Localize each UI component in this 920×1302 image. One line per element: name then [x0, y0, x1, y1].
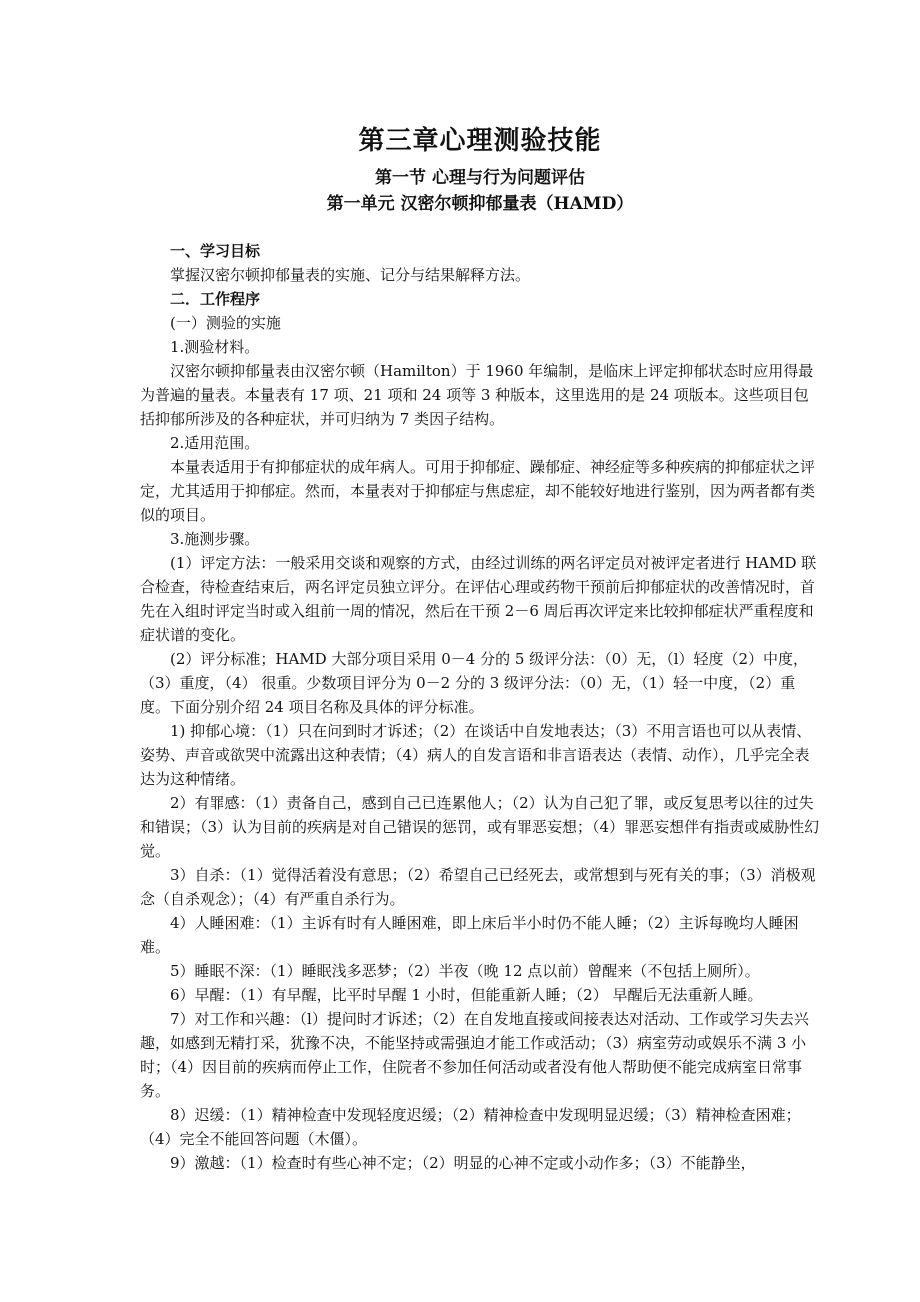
- paragraph: 2.适用范围。: [170, 434, 260, 452]
- paragraph: (一）测验的实施: [170, 314, 281, 332]
- section-title: 第一节 心理与行为问题评估: [375, 168, 585, 188]
- paragraph: 9）激越：（1）检查时有些心神不定；（2）明显的心神不定或小动作多；（3）不能静坐，: [170, 1154, 756, 1172]
- section-heading: 二．工作程序: [170, 290, 261, 308]
- paragraph: 掌握汉密尔顿抑郁量表的实施、记分与结果解释方法。: [170, 266, 531, 284]
- unit-title: 第一单元 汉密尔顿抑郁量表（HAMD）: [326, 194, 634, 214]
- paragraph: 6）早醒：（1）有早醒，比平时早醒 1 小时，但能重新人睡；（2） 早醒后无法重新人睡。: [170, 986, 763, 1004]
- paragraph: 4）人睡困难：（1）主诉有时有人睡困难，即上床后半小时仍不能人睡；（2）主诉每晚均人睡困难。: [140, 914, 799, 956]
- paragraph: 本量表适用于有抑郁症状的成年病人。可用于抑郁症、躁郁症、神经症等多种疾病的抑郁症状之评定，尤其适用于抑郁症。然而，本量表对于抑郁症与焦虑症，却不能较好地进行鉴别，因为两者都有类似的项目。: [140, 458, 816, 524]
- paragraph: 1.测验材料。: [170, 338, 260, 356]
- chapter-title: 第三章心理测验技能: [358, 126, 602, 156]
- section-heading: 一、学习目标: [170, 242, 261, 260]
- paragraph: 汉密尔顿抑郁量表由汉密尔顿（Hamilton）于 1960 年编制，是临床上评定抑郁状态时应用得最为普遍的量表。本量表有 17 项、21 项和 24 项等 3 种版本，这里选用的是 24 项版本。这些项目包括抑郁所涉及的各种症状，并可归纳为 7 类因子结构。: [140, 362, 814, 428]
- paragraph: 5）睡眠不深：（1）睡眠浅多恶梦；（2）半夜（晚 12 点以前）曾醒来（不包括上厕所）。: [170, 962, 760, 980]
- paragraph: 2）有罪感：（1）责备自己，感到自己已连累他人；（2）认为自己犯了罪，或反复思考以往的过失和错误；（3）认为目前的疾病是对自己错误的惩罚，或有罪恶妄想；（4）罪恶妄想伴有指责或威胁性幻觉。: [140, 794, 820, 860]
- paragraph: 7）对工作和兴趣：（l）提问时才诉述；（2）在自发地直接或间接表达对活动、工作或学习失去兴趣，如感到无精打采，犹豫不决，不能坚持或需强迫才能工作或活动；（3）病室劳动或娱乐不满 3 小时；（4）因目前的疾病而停止工作，住院者不参加任何活动或者没有他人帮助便不能完成病室日常事务。: [140, 1010, 809, 1100]
- paragraph: (1）评定方法：一般采用交谈和观察的方式，由经过训练的两名评定员对被评定者进行 HAMD 联合检查，待检查结束后，两名评定员独立评分。在评估心理或药物干预前后抑郁症状的改善情况时，首先在入组时评定当时或入组前一周的情况，然后在干预 2－6 周后再次评定来比较抑郁症状严重程度和症状谱的变化。: [140, 554, 817, 644]
- document-body: [140, 239, 820, 1175]
- paragraph: 3.施测步骤。: [170, 530, 260, 548]
- paragraph: 8）迟缓：（1）精神检查中发现轻度迟缓；（2）精神检查中发现明显迟缓；（3）精神检查困难；（4）完全不能回答问题（木僵）。: [140, 1106, 801, 1148]
- paragraph: (2）评分标准；HAMD 大部分项目采用 0－4 分的 5 级评分法：（0）无，（l）轻度（2）中度，（3）重度，（4） 很重。少数项目评分为 0－2 分的 3 级评分法：（0）无，（1）轻一中度，（2）重度。下面分别介绍 24 项目名称及具体的评分标准。: [140, 650, 809, 716]
- paragraph: 3）自杀：（1）觉得活着没有意思；（2）希望自己已经死去，或常想到与死有关的事；（3）消极观念（自杀观念）；（4）有严重自杀行为。: [140, 866, 816, 908]
- paragraph: 1) 抑郁心境：（1）只在问到时才诉述；（2）在谈话中自发地表达；（3）不用言语也可以从表情、姿势、声音或欲哭中流露出这种表情；（4）病人的自发言语和非言语表达（表情、动作），几乎完全表达为这种情绪。: [140, 722, 812, 788]
